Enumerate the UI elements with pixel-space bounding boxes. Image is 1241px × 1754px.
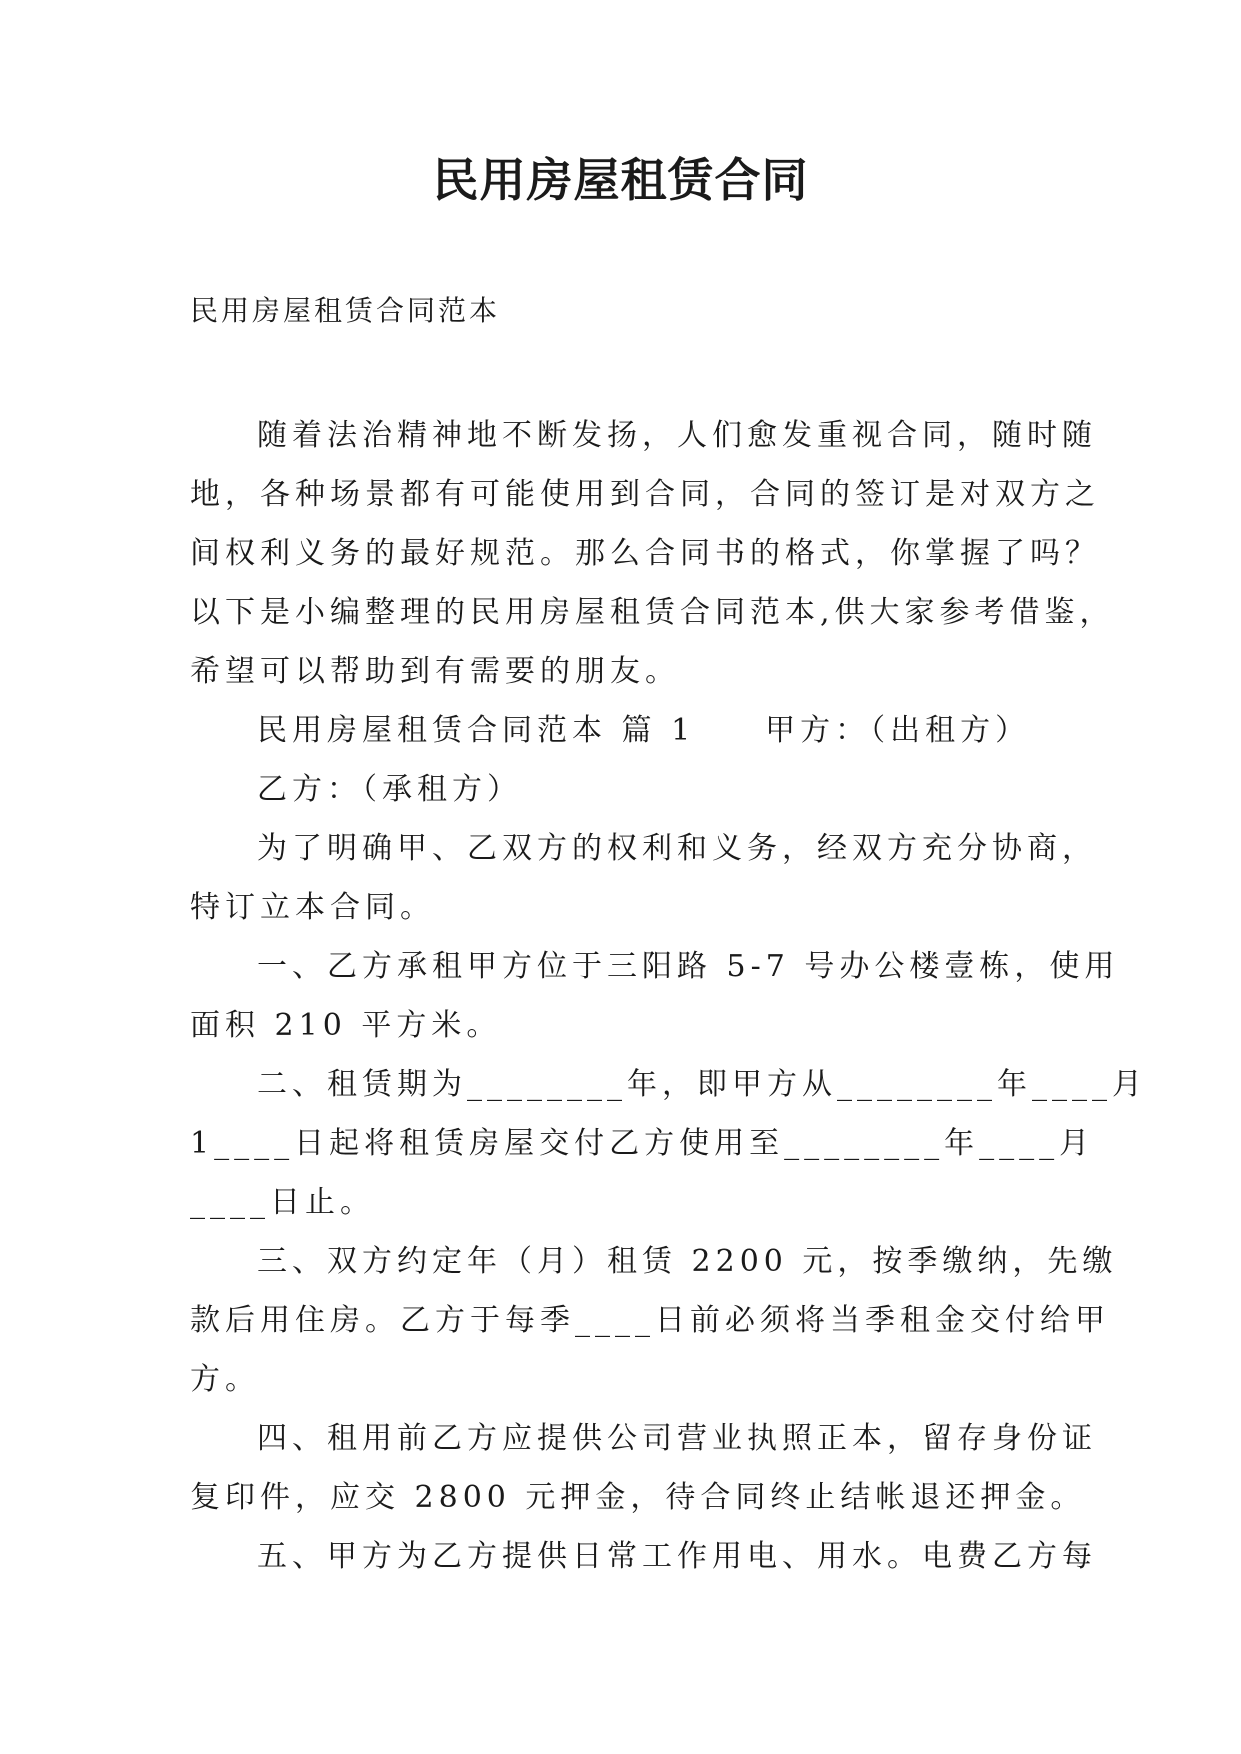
document-title: 民用房屋租赁合同 <box>432 153 809 207</box>
clause-1-line: 一、乙方承租甲方位于三阳路 5-7 号办公楼壹栋，使用 <box>257 949 1120 984</box>
clause-3-line: 方。 <box>190 1362 260 1397</box>
document-subtitle: 民用房屋租赁合同范本 <box>190 294 501 327</box>
body-line: 随着法治精神地不断发扬，人们愈发重视合同，随时随 <box>257 418 1097 453</box>
body-line: 地，各种场景都有可能使用到合同，合同的签订是对双方之 <box>190 477 1100 512</box>
clause-5-line: 五、甲方为乙方提供日常工作用电、用水。电费乙方每 <box>257 1539 1097 1574</box>
section-heading: 民用房屋租赁合同范本 篇 1 <box>257 713 696 748</box>
clause-3-line: 三、双方约定年（月）租赁 2200 元，按季缴纳，先缴 <box>257 1244 1118 1279</box>
clause-3-line: 款后用住房。乙方于每季____日前必须将当季租金交付给甲 <box>190 1303 1110 1338</box>
body-line: 以下是小编整理的民用房屋租赁合同范本,供大家参考借鉴， <box>190 595 1115 630</box>
clause-2-line: 二、租赁期为________年，即甲方从________年____月 <box>257 1067 1147 1102</box>
body-line-heading <box>190 701 1050 760</box>
party-b-label: 乙方：（承租方） <box>257 772 522 807</box>
body-line: 希望可以帮助到有需要的朋友。 <box>190 654 680 689</box>
body-line: 为了明确甲、乙双方的权利和义务，经双方充分协商， <box>257 831 1097 866</box>
party-a-label: 甲方：（出租方） <box>765 713 1031 748</box>
clause-4-line: 四、租用前乙方应提供公司营业执照正本，留存身份证 <box>257 1421 1097 1456</box>
body-line: 间权利义务的最好规范。那么合同书的格式，你掌握了吗？ <box>190 536 1100 571</box>
body-line: 特订立本合同。 <box>190 890 435 925</box>
clause-2-line: 1____日起将租赁房屋交付乙方使用至________年____月 <box>190 1126 1095 1161</box>
clause-1-line: 面积 210 平方米。 <box>190 1008 502 1043</box>
clause-4-line: 复印件，应交 2800 元押金，待合同终止结帐退还押金。 <box>190 1480 1086 1515</box>
clause-2-line: ____日止。 <box>190 1185 375 1220</box>
document-body <box>190 406 1147 1586</box>
